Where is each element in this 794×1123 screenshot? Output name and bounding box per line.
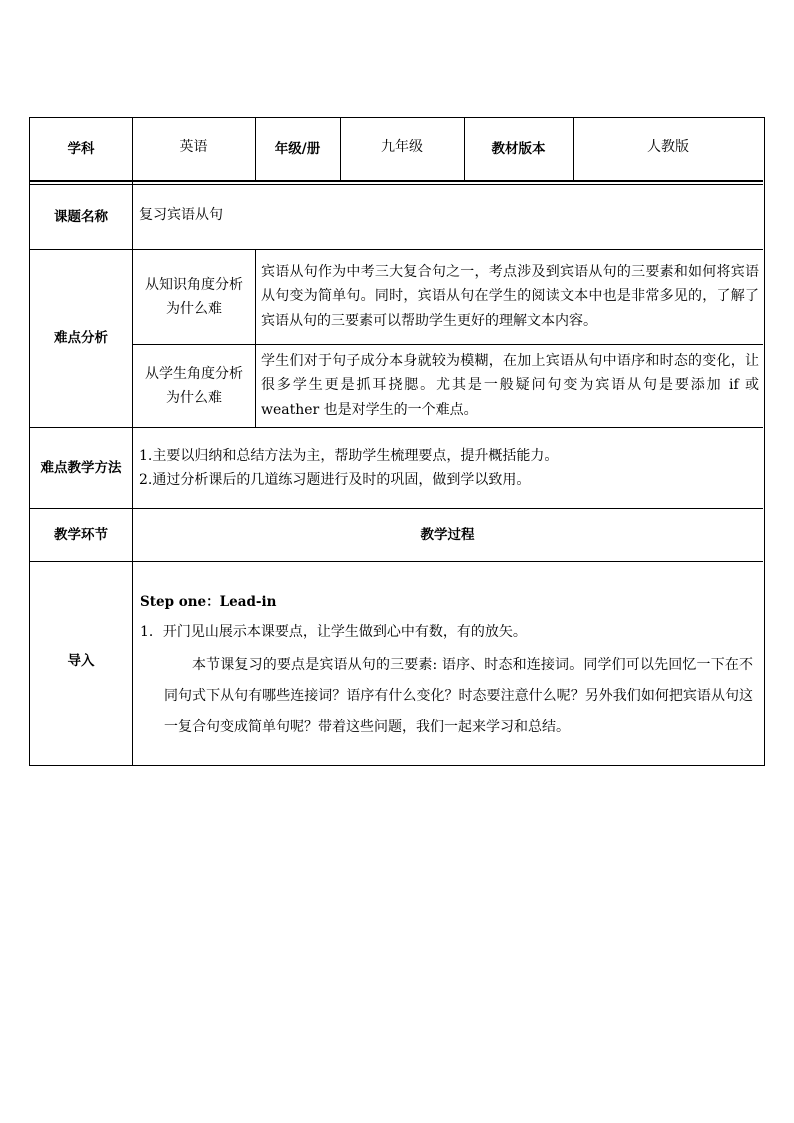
knowledge-angle-text: 宾语从句作为中考三大复合句之一，考点涉及到宾语从句的三要素和如何将宾语从句变为简单句。同时，宾语从句在学生的阅读文本中也是非常多见的，了解了宾语从句的三要素可以帮助学生更好的理解文本内容。 bbox=[261, 263, 759, 329]
intro-item-1: 1．开门见山展示本课要点，让学生做到心中有数，有的放矢。 bbox=[140, 624, 527, 640]
step-title: Step one：Lead-in bbox=[140, 594, 277, 610]
subject-label: 学科 bbox=[67, 141, 95, 157]
intro-paragraph: 本节课复习的要点是宾语从句的三要素: 语序、时态和连接词。同学们可以先回忆一下在不同句式下从句有哪些连接词？语序有什么变化？时态要注意什么呢？另外我们如何把宾语从句这一复合句变成简单句呢？带着这些问题，我们一起来学习和总结。 bbox=[164, 657, 753, 735]
method-line-1: 1.主要以归纳和总结方法为主，帮助学生梳理要点，提升概括能力。 bbox=[139, 447, 559, 464]
intro-label: 导入 bbox=[67, 653, 95, 669]
edition-label: 教材版本 bbox=[491, 141, 546, 157]
process-label: 教学过程 bbox=[420, 526, 475, 543]
topic-value: 复习宾语从句 bbox=[139, 207, 223, 223]
method-line-2: 2.通过分析课后的几道练习题进行及时的巩固，做到学以致用。 bbox=[139, 471, 531, 488]
row-divider bbox=[30, 180, 763, 182]
subject-value: 英语 bbox=[179, 139, 208, 155]
grade-label: 年级/册 bbox=[274, 141, 321, 157]
difficulty-label: 难点分析 bbox=[54, 330, 108, 346]
knowledge-angle-label: 从知识角度分析为什么难 bbox=[145, 276, 243, 317]
topic-label: 课题名称 bbox=[54, 208, 108, 225]
student-angle-text: 学生们对于句子成分本身就较为模糊，在加上宾语从句中语序和时态的变化，让很多学生更是抓耳挠腮。尤其是一般疑问句变为宾语从句是要添加 if 或 weather 也是对学生的一个难点。 bbox=[261, 352, 759, 418]
grade-value: 九年级 bbox=[381, 139, 423, 155]
intro-content bbox=[132, 561, 763, 765]
stage-label: 教学环节 bbox=[54, 526, 108, 543]
lesson-plan-table bbox=[29, 117, 765, 766]
student-angle-label: 从学生角度分析为什么难 bbox=[145, 365, 243, 406]
method-label: 难点教学方法 bbox=[40, 459, 122, 476]
method-content bbox=[132, 427, 763, 508]
edition-value: 人教版 bbox=[647, 139, 689, 155]
